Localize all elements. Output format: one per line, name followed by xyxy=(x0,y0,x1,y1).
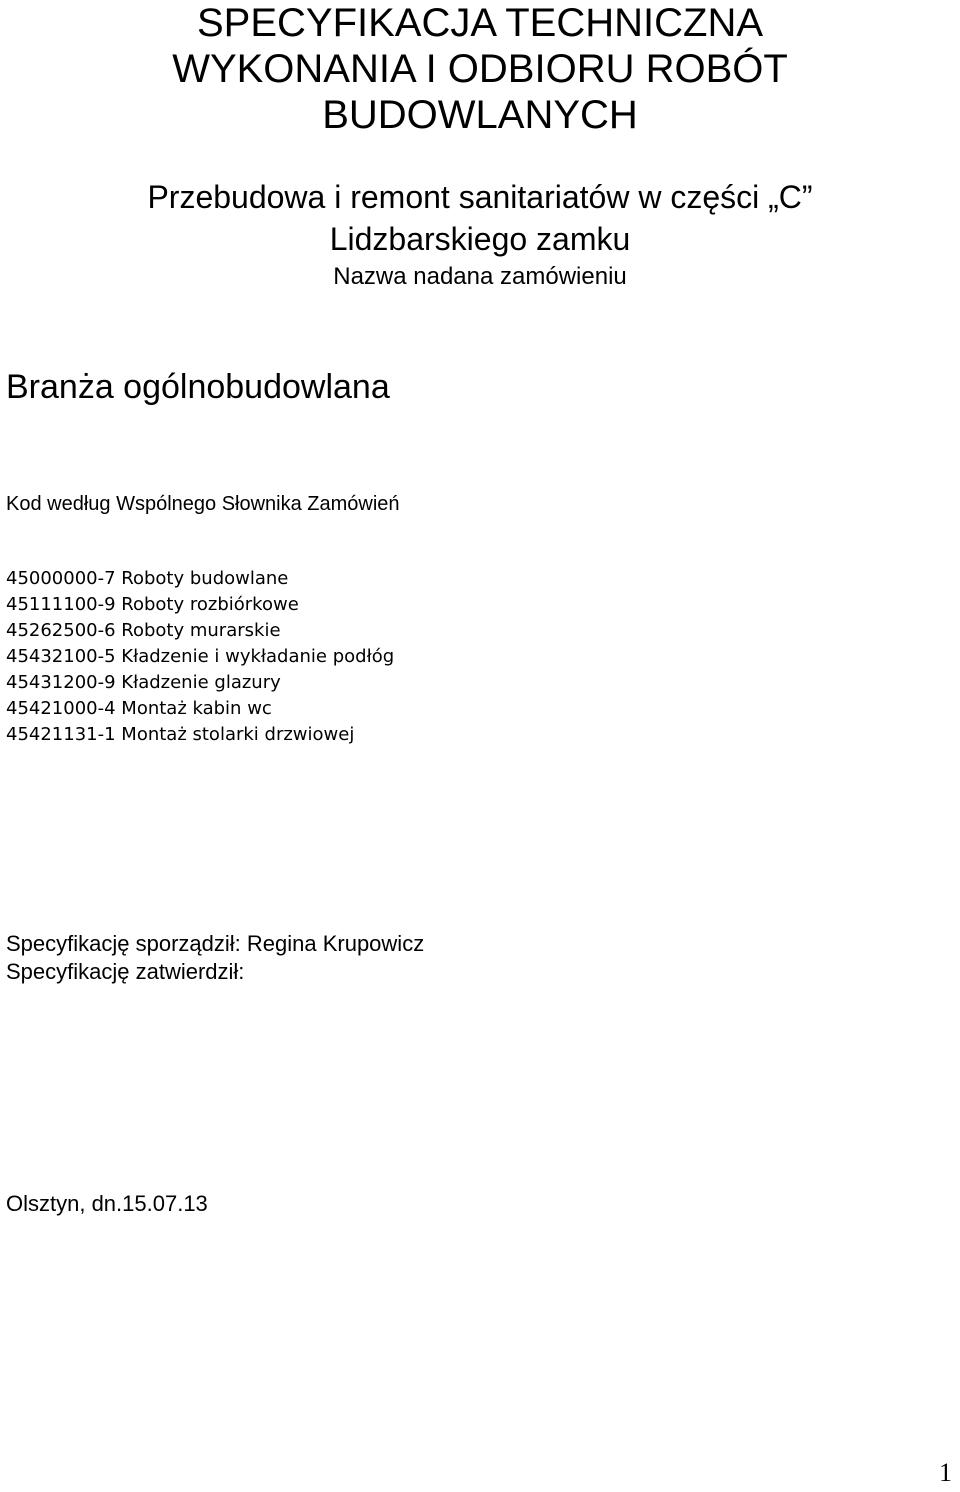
cpv-code-item: 45111100-9 Roboty rozbiórkowe xyxy=(6,594,299,615)
project-title-block xyxy=(0,176,960,292)
title-line-1: SPECYFIKACJA TECHNICZNA xyxy=(196,1,764,45)
cpv-code-list xyxy=(6,566,394,748)
title-line-2: WYKONANIA I ODBIORU ROBÓT xyxy=(172,47,788,91)
document-title xyxy=(0,0,960,138)
cpv-code-item: 45421131-1 Montaż stolarki drzwiowej xyxy=(6,724,355,745)
cpv-code-item: 45431200-9 Kładzenie glazury xyxy=(6,672,281,693)
cpv-code-item: 45421000-4 Montaż kabin wc xyxy=(6,698,272,719)
cpv-code-item: 45262500-6 Roboty murarskie xyxy=(6,620,281,641)
project-title-line-1: Przebudowa i remont sanitariatów w części „C” xyxy=(147,179,813,215)
title-line-3: BUDOWLANYCH xyxy=(322,93,638,137)
place-and-date: Olsztyn, dn.15.07.13 xyxy=(6,1191,208,1216)
project-name-note: Nazwa nadana zamówieniu xyxy=(333,263,627,290)
cpv-code-item: 45000000-7 Roboty budowlane xyxy=(6,568,289,589)
prepared-by: Specyfikację sporządził: Regina Krupowicz xyxy=(6,931,425,956)
page-number: 1 xyxy=(939,1458,952,1487)
project-title-line-2: Lidzbarskiego zamku xyxy=(329,221,631,257)
cpv-heading: Kod według Wspólnego Słownika Zamówień xyxy=(6,493,400,515)
approved-by: Specyfikację zatwierdził: xyxy=(6,959,245,984)
branch-heading: Branża ogólnobudowlana xyxy=(6,368,390,406)
signature-section xyxy=(6,930,424,986)
cpv-code-item: 45432100-5 Kładzenie i wykładanie podłóg xyxy=(6,646,395,667)
